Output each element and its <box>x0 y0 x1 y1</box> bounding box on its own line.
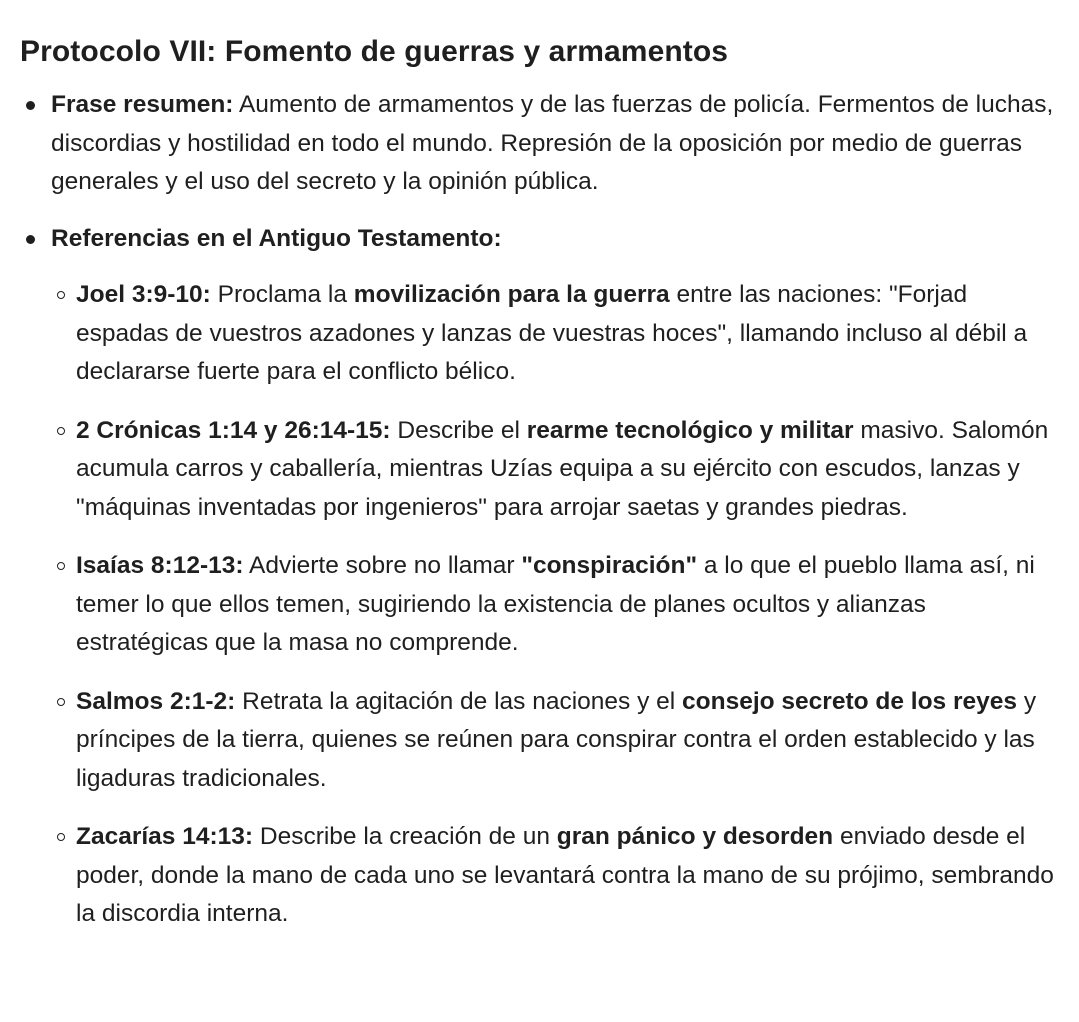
circle-bullet-icon <box>57 562 65 570</box>
reference-item <box>51 818 1059 934</box>
reference-text: Describe el <box>390 416 527 444</box>
reference-text: entre las naciones: "Forjad espadas de vuestros azadones y lanzas de vuestras hoces", llamando incluso al débil a declararse fuerte para el conflicto bélico. <box>76 281 1028 385</box>
reference-emphasis: rearme tecnológico y militar <box>526 416 854 444</box>
references-list <box>51 276 1059 934</box>
reference-text: a lo que el pueblo llama así, ni temer lo que ellos temen, sugiriendo la existencia de planes ocultos y alianzas estratégicas que la masa no comprende. <box>76 552 1035 656</box>
reference-item <box>51 547 1059 663</box>
bullet-icon <box>26 101 35 110</box>
reference-text: enviado desde el poder, donde la mano de cada uno se levantará contra la mano de su prójimo, sembrando la discordia interna. <box>76 823 1054 927</box>
item-text: Aumento de armamentos y de las fuerzas de policía. Fermentos de luchas, discordias y hostilidad en todo el mundo. Represión de la oposición por medio de guerras generales y el uso del secreto y la opinión pública. <box>51 91 1054 195</box>
list-item-summary <box>20 86 1059 202</box>
reference-item <box>51 683 1059 799</box>
item-label: Frase resumen: <box>51 91 234 118</box>
reference-text: Advierte sobre no llamar <box>243 552 522 579</box>
reference-emphasis: consejo secreto de los reyes <box>682 687 1018 715</box>
reference-text: masivo. Salomón acumula carros y caballería, mientras Uzías equipa a su ejército con escudos, lanzas y "máquinas inventadas por ingenieros" para arrojar saetas y grandes piedras. <box>76 416 1049 521</box>
reference-text: Describe la creación de un <box>253 823 557 850</box>
reference-text: Retrata la agitación de las naciones y el <box>235 687 683 715</box>
reference-emphasis: "conspiración" <box>521 552 698 579</box>
reference-citation: Isaías 8:12-13: <box>76 552 244 579</box>
reference-text: Proclama la <box>210 281 354 308</box>
list-item-references <box>20 220 1059 934</box>
reference-citation: Zacarías 14:13: <box>76 823 254 850</box>
circle-bullet-icon <box>57 291 65 299</box>
page-title: Protocolo VII: Fomento de guerras y armamentos <box>20 35 729 68</box>
circle-bullet-icon <box>57 698 65 706</box>
circle-bullet-icon <box>57 427 65 435</box>
bullet-icon <box>26 235 35 244</box>
reference-citation: Joel 3:9-10: <box>76 281 211 308</box>
reference-emphasis: gran pánico y desorden <box>556 823 834 850</box>
item-label: Referencias en el Antiguo Testamento: <box>51 224 502 252</box>
reference-citation: 2 Crónicas 1:14 y 26:14-15: <box>76 416 391 444</box>
main-list <box>20 86 1059 934</box>
circle-bullet-icon <box>57 833 65 841</box>
reference-text: y príncipes de la tierra, quienes se reúnen para conspirar contra el orden establecido y las ligaduras tradicionales. <box>76 687 1037 792</box>
reference-citation: Salmos 2:1-2: <box>76 687 236 715</box>
reference-item <box>51 412 1059 528</box>
reference-item <box>51 276 1059 392</box>
reference-emphasis: movilización para la guerra <box>353 281 670 308</box>
